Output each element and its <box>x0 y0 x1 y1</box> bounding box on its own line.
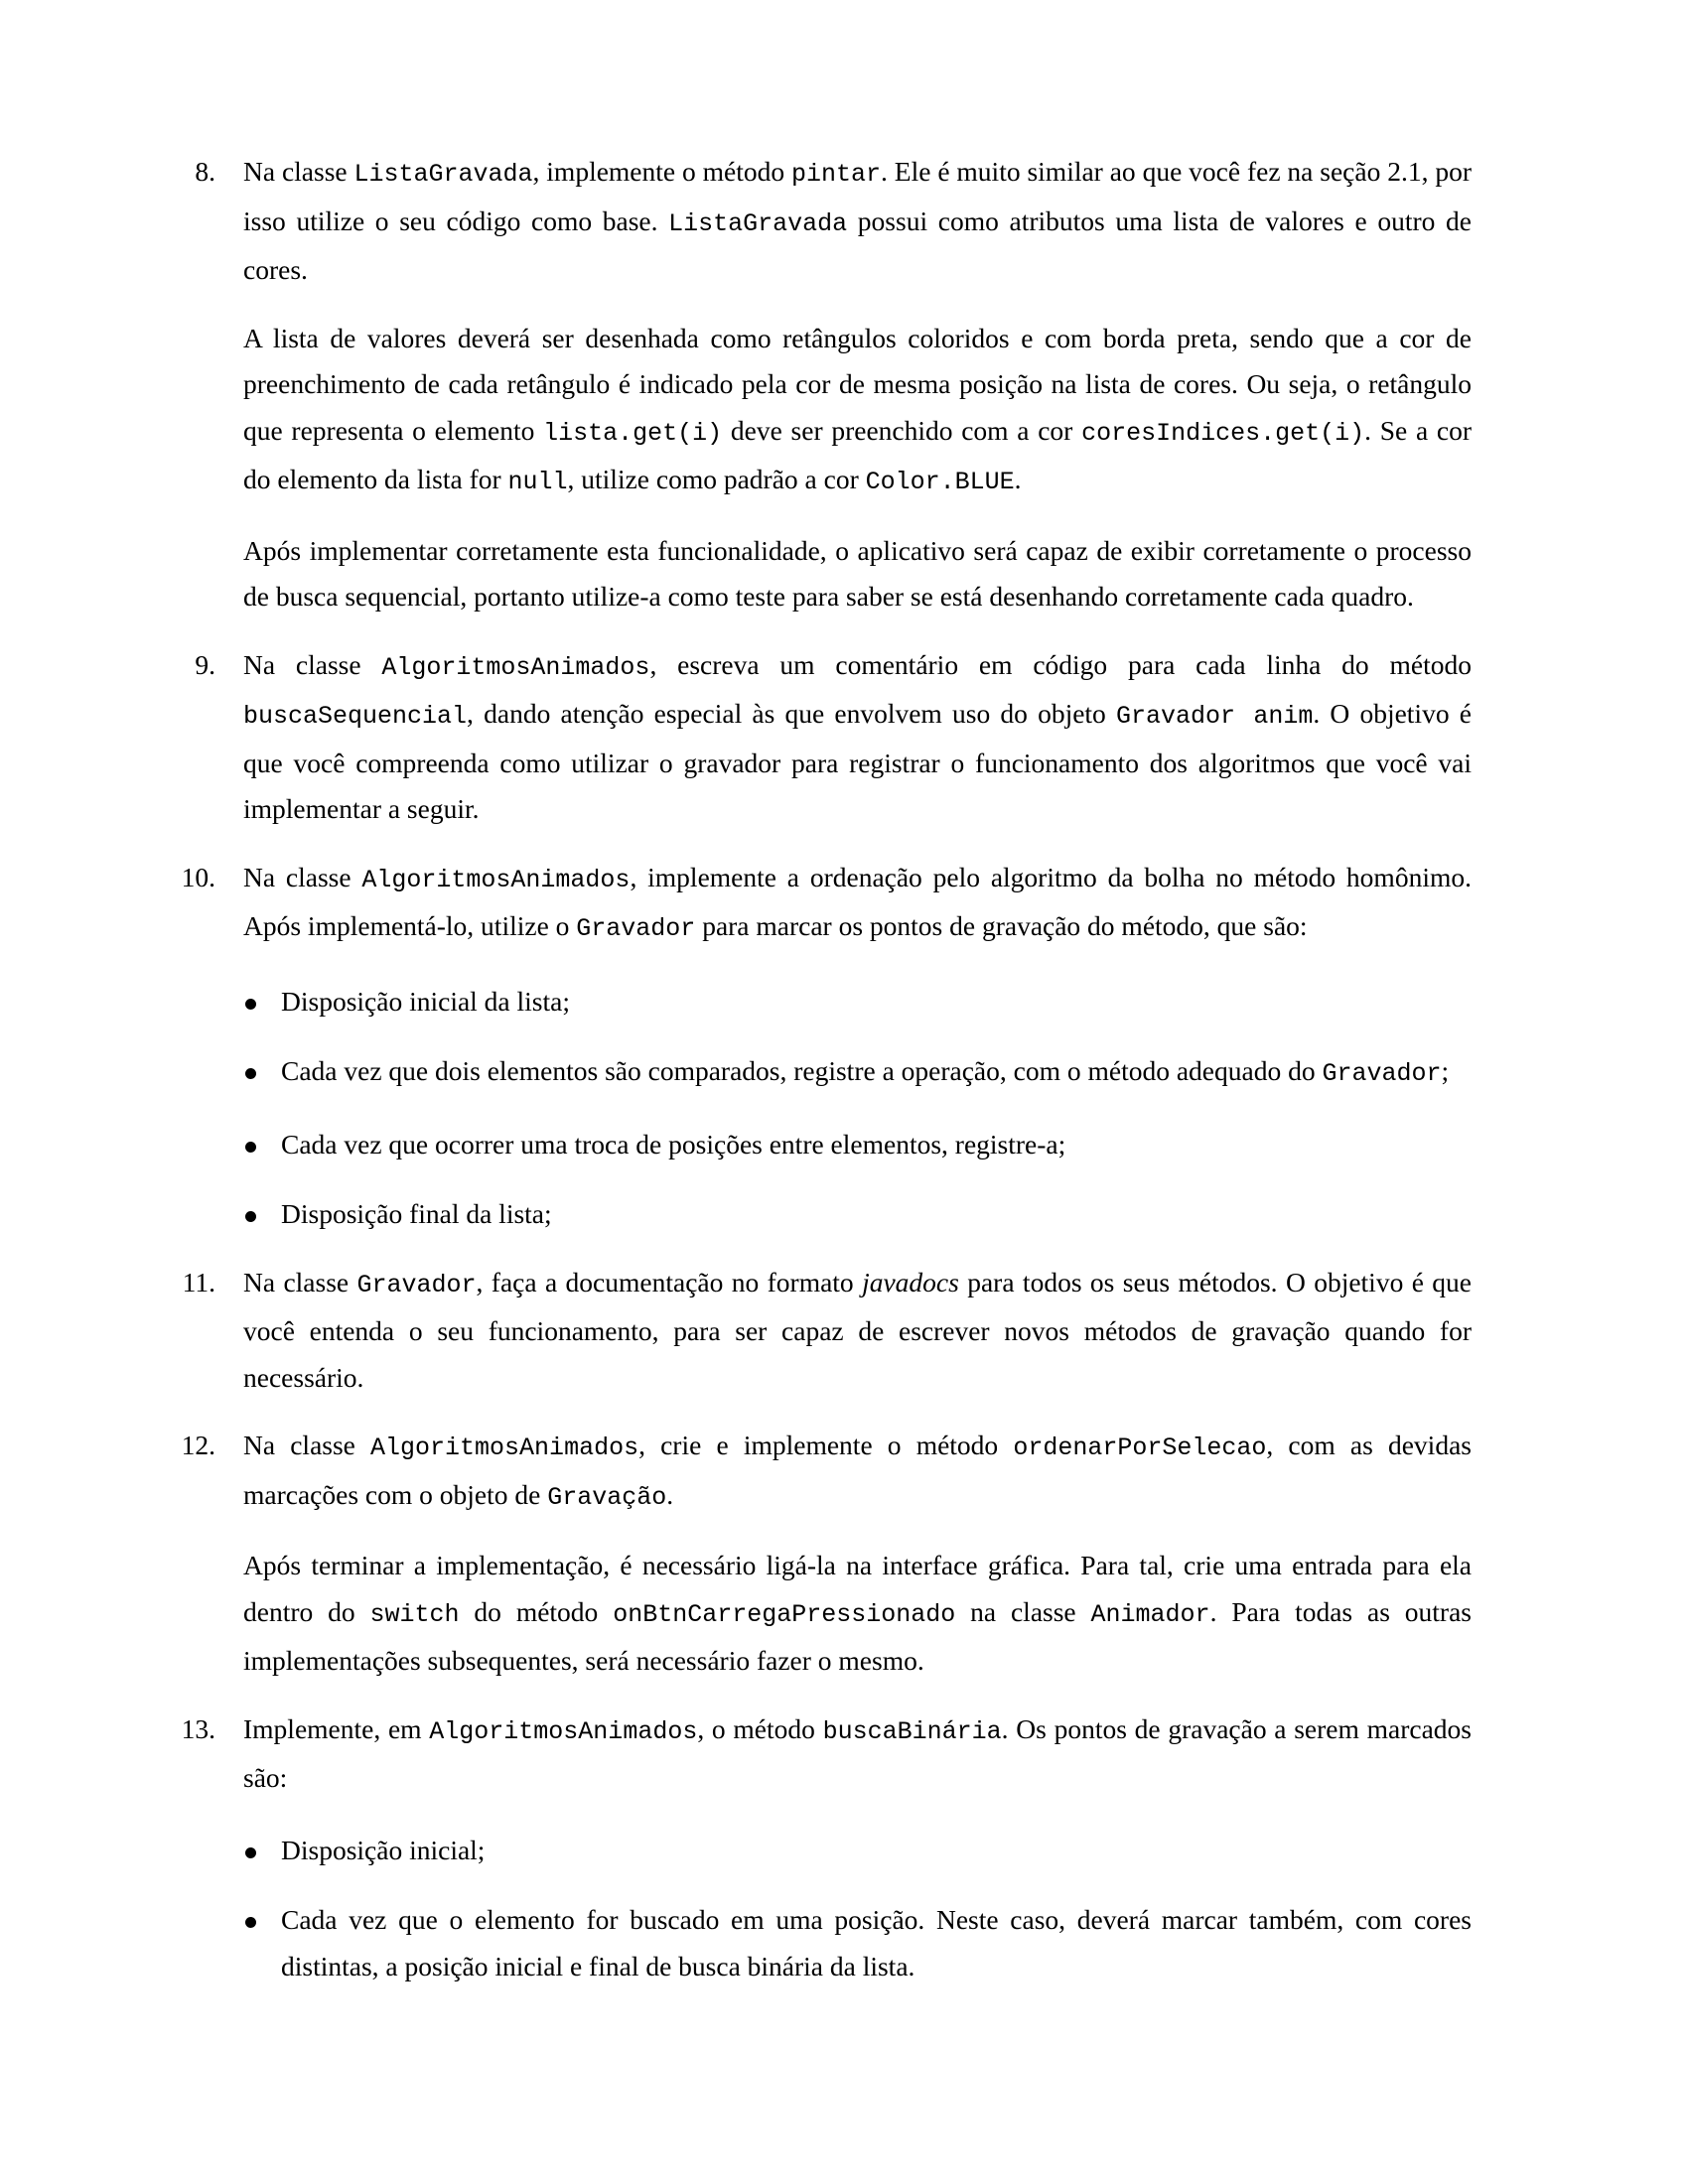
text-span: . Se a cor do elemento da lista for <box>243 414 1472 494</box>
paragraph <box>243 1706 1472 1802</box>
bullet-list <box>243 979 1472 1238</box>
numbered-exercise-list <box>154 149 1472 1989</box>
bullet-text <box>281 1191 1472 1238</box>
text-span: para todos os seus métodos. O objetivo é que você entenda o seu funcionamento, para ser capaz de escrever novos métodos de gravação quando for necessário. <box>243 1266 1473 1393</box>
paragraph <box>243 1423 1472 1521</box>
code-span: ListaGravada <box>668 208 848 238</box>
exercise-item <box>154 855 1472 1238</box>
text-span: Na classe <box>243 1430 371 1460</box>
text-span: , faça a documentação no formato <box>476 1266 863 1297</box>
text-span: Disposição inicial; <box>281 1834 486 1865</box>
code-span: ListaGravada <box>353 160 533 189</box>
bullet-dot-icon <box>245 1211 256 1222</box>
text-span: , utilize como padrão a cor <box>567 464 866 494</box>
code-span: buscaBinária <box>822 1716 1002 1746</box>
text-span: Cada vez que dois elementos são comparados, registre a operação, com o método adequado do <box>281 1055 1323 1086</box>
item-spacer <box>154 1401 1472 1423</box>
text-span: Após terminar a implementação, é necessário ligá-la na interface gráfica. Para tal, crie uma entrada para ela dentro do <box>243 1550 1472 1627</box>
text-span: Cada vez que ocorrer uma troca de posições entre elementos, registre-a; <box>281 1128 1066 1160</box>
paragraph <box>243 528 1472 620</box>
text-span: , crie e implemente o método <box>638 1430 1014 1460</box>
text-span: Disposição final da lista; <box>281 1198 552 1229</box>
text-span: Na classe <box>243 861 362 892</box>
paragraph <box>243 1260 1472 1402</box>
exercise-item <box>154 1706 1472 1990</box>
bullet-item <box>243 979 1472 1025</box>
code-span: AlgoritmosAnimados <box>370 1433 639 1462</box>
text-span: na classe <box>955 1595 1091 1627</box>
exercise-number: 11. <box>182 1266 215 1297</box>
text-span: do método <box>459 1595 614 1627</box>
text-span: . Ele é muito similar ao que você fez na seção 2.1, por isso utilize o seu código como base. <box>243 156 1472 236</box>
item-spacer <box>154 1685 1472 1706</box>
bullet-dot-icon <box>245 999 256 1010</box>
exercise-number: 8. <box>195 156 215 187</box>
code-span: lista.get(i) <box>543 418 723 448</box>
text-span: , implemente o método <box>532 156 792 187</box>
code-span: null <box>507 468 568 496</box>
exercise-number: 12. <box>181 1430 215 1460</box>
list-spacer <box>243 1802 1472 1828</box>
item-spacer <box>154 620 1472 642</box>
text-span: A lista de valores deverá ser desenhada como retângulos coloridos e com borda preta, sendo que a cor de preenchimento de cada retângulo é indicado pela cor de mesma posição na lista de cores. Ou seja, o retângulo que representa o elemento <box>243 322 1472 446</box>
paragraph <box>243 642 1472 833</box>
bullet-text <box>281 1048 1472 1098</box>
code-span: AlgoritmosAnimados <box>381 652 650 682</box>
code-span: Gravação <box>547 1482 667 1512</box>
exercise-item <box>154 149 1472 620</box>
text-span: Disposição inicial da lista; <box>281 985 570 1017</box>
bullet-list <box>243 1828 1472 1990</box>
text-span: , com as devidas marcações com o objeto de <box>243 1430 1472 1510</box>
bullet-dot-icon <box>245 1142 256 1153</box>
code-span: Gravador <box>1322 1059 1442 1088</box>
code-span: AlgoritmosAnimados <box>429 1716 698 1746</box>
bullet-item <box>243 1122 1472 1168</box>
bullet-text <box>281 1828 1472 1874</box>
text-span: para marcar os pontos de gravação do método, que são: <box>695 910 1308 941</box>
paragraph <box>243 1543 1472 1685</box>
list-spacer <box>243 953 1472 979</box>
exercise-number: 10. <box>181 861 215 892</box>
code-span: buscaSequencial <box>243 702 468 731</box>
code-span: pintar <box>791 160 882 189</box>
code-span: switch <box>369 1599 460 1629</box>
text-span: Cada vez que o elemento for buscado em uma posição. Neste caso, deverá marcar também, com cores distintas, a posição inicial e final de busca binária da lista. <box>281 1904 1472 1981</box>
code-span: ordenarPorSelecao <box>1013 1433 1267 1462</box>
emphasis-span: javadocs <box>862 1266 959 1297</box>
text-span: possui como atributos uma lista de valores e outro de cores. <box>243 205 1472 285</box>
exercise-number: 9. <box>195 648 215 680</box>
text-span: . Os pontos de gravação a serem marcados são: <box>243 1712 1472 1793</box>
text-span: . Para todas as outras implementações subsequentes, será necessário fazer o mesmo. <box>243 1595 1472 1676</box>
exercise-body <box>243 1260 1472 1402</box>
code-span: Gravador anim <box>1116 702 1314 731</box>
code-span: AlgoritmosAnimados <box>361 865 631 894</box>
text-span: . <box>666 1478 674 1510</box>
paragraph <box>243 149 1472 294</box>
item-spacer <box>154 1238 1472 1260</box>
exercise-body <box>243 1706 1472 1990</box>
code-span: onBtnCarregaPressionado <box>613 1599 956 1629</box>
text-span: ; <box>1441 1055 1450 1086</box>
item-spacer <box>154 833 1472 855</box>
paragraph <box>243 855 1472 953</box>
text-span: Após implementar corretamente esta funcionalidade, o aplicativo será capaz de exibir corretamente o processo de busca sequencial, portanto utilize-a como teste para saber se está desenhando corretamente cada quadro. <box>243 534 1472 612</box>
bullet-dot-icon <box>245 1847 256 1858</box>
bullet-item <box>243 1048 1472 1098</box>
text-span: , implemente a ordenação pelo algoritmo da bolha no método homônimo. Após implementá-lo, utilize o <box>243 861 1472 941</box>
text-span: . <box>1014 464 1022 494</box>
text-span: , dando atenção especial às que envolvem uso do objeto <box>467 698 1116 729</box>
exercise-body <box>243 642 1472 833</box>
text-span: . O objetivo é que você compreenda como utilizar o gravador para registrar o funcionamento dos algoritmos que você vai implementar a seguir. <box>243 698 1472 824</box>
bullet-text <box>281 979 1472 1025</box>
text-span: Na classe <box>243 156 354 187</box>
bullet-item <box>243 1191 1472 1238</box>
text-span: , escreva um comentário em código para cada linha do método <box>649 648 1472 680</box>
exercise-body <box>243 855 1472 1238</box>
exercise-body <box>243 1423 1472 1685</box>
bullet-item <box>243 1897 1472 1989</box>
bullet-text <box>281 1122 1472 1168</box>
code-span: Gravador <box>576 914 696 943</box>
bullet-item <box>243 1828 1472 1874</box>
bullet-dot-icon <box>245 1917 256 1928</box>
text-span: Na classe <box>243 1266 357 1297</box>
code-span: coresIndices.get(i) <box>1081 418 1365 448</box>
exercise-item <box>154 642 1472 833</box>
bullet-dot-icon <box>245 1068 256 1079</box>
exercise-number: 13. <box>181 1712 215 1744</box>
exercise-item <box>154 1423 1472 1685</box>
exercise-item <box>154 1260 1472 1402</box>
code-span: Animador <box>1090 1599 1210 1629</box>
text-span: deve ser preenchido com a cor <box>722 414 1082 446</box>
text-span: , o método <box>697 1712 823 1744</box>
bullet-text <box>281 1897 1472 1989</box>
code-span: Color.BLUE <box>865 468 1015 496</box>
exercise-body <box>243 149 1472 620</box>
paragraph <box>243 316 1472 506</box>
code-span: Gravador <box>356 1270 477 1299</box>
text-span: Implemente, em <box>243 1712 430 1744</box>
text-span: Na classe <box>243 648 382 680</box>
